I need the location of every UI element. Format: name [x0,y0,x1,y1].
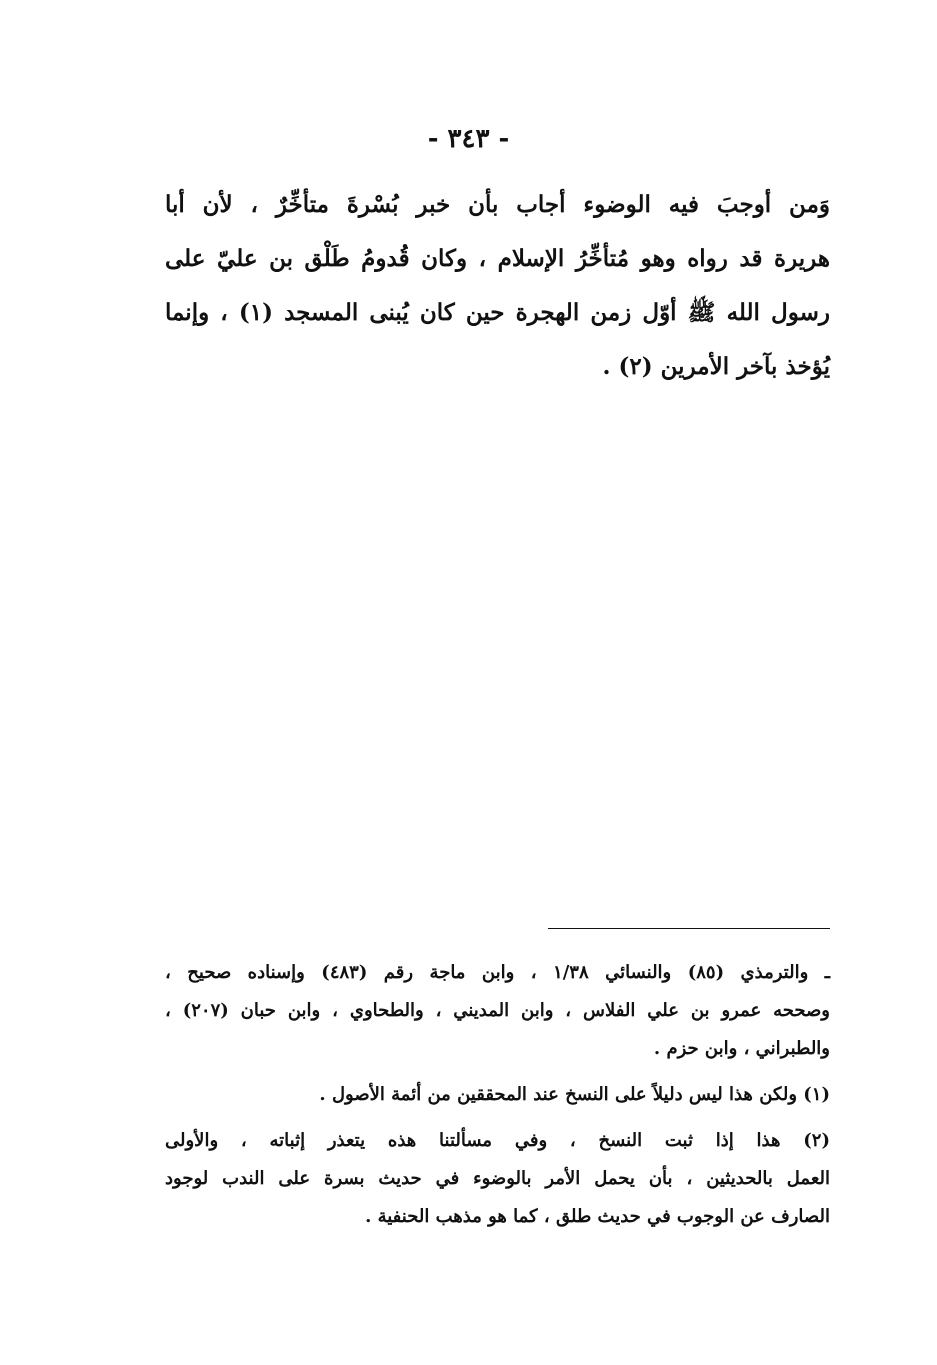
footnote-2-line: (٢) هذا إذا ثبت النسخ ، وفي مسألتنا هذه يتعذر إثباته ، والأولى [165,1130,830,1151]
footnote-2-line: العمل بالحديثين ، بأن يحمل الأمر بالوضوء في حديث بسرة على الندب لوجود [165,1168,830,1189]
footnote-2-line: الصارف عن الوجوب في حديث طلق ، كما هو مذهب الحنفية . [365,1206,830,1227]
main-text-line: وَمن أوجبَ فيه الوضوء أجاب بأن خبر بُسْرةَ متأخِّرٌ ، لأن أبا [165,191,830,218]
footnote-continuation-line: والطبراني ، وابن حزم . [653,1038,830,1059]
main-text-line: يُؤخذ بآخر الأمرين (٢) . [602,353,830,380]
footnote-gap [165,1068,830,1076]
main-text-block [165,178,830,394]
footnote-1: (١) ولكن هذا ليس دليلاً على النسخ عند المحققين من أئمة الأصول . [319,1084,830,1105]
footnote-gap [165,1114,830,1122]
footnote-separator [548,928,830,929]
footnote-continuation-line: وصححه عمرو بن علي الفلاس ، وابن المديني ، والطحاوي ، وابن حبان (٢٠٧) ، [165,1000,830,1021]
footnotes-block [165,954,830,1236]
footnote-continuation-line: ـ والترمذي (٨٥) والنسائي ١/٣٨ ، وابن ماجة رقم (٤٨٣) وإسناده صحيح ، [165,962,831,983]
page-number: - ٣٤٣ - [427,124,510,154]
main-text-line: رسول الله ﷺ أوّل زمن الهجرة حين كان يُبنى المسجد (١) ، وإنما [165,299,830,326]
main-text-line: هريرة قد رواه وهو مُتأخِّرُ الإسلام ، وكان قُدومُ طَلْق بن عليّ على [165,245,830,272]
